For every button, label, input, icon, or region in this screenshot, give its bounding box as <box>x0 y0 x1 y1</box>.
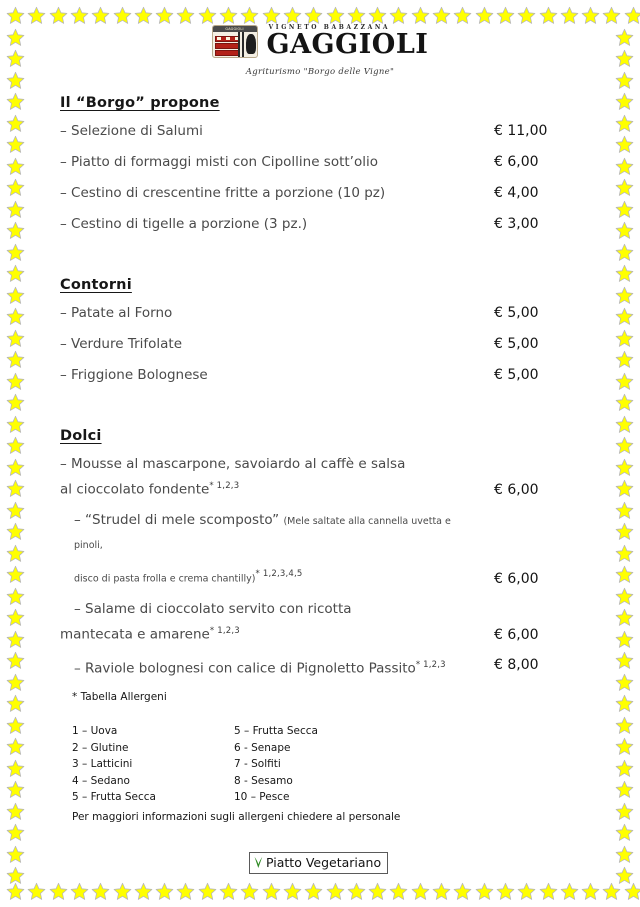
menu-item-row <box>60 509 580 591</box>
allergen-entry: 8 - Sesamo <box>234 774 293 787</box>
crest-figure-icon <box>246 34 256 54</box>
menu-section-contorni <box>60 274 580 387</box>
menu-item-label <box>60 453 488 501</box>
menu-item-label <box>60 598 488 646</box>
menu-item-line2 <box>60 475 478 501</box>
menu-item-note2: disco di pasta frolla e crema chantilly) <box>74 573 256 584</box>
allergen-entry: 10 – Pesce <box>234 791 290 803</box>
menu-item-label: – Piatto di formaggi misti con Cipolline sott’olio <box>60 154 378 170</box>
menu-item-label: – Cestino di crescentine fritte a porzione (10 pz) <box>60 185 386 201</box>
crest-pips <box>217 37 239 40</box>
allergen-entry: 6 - Senape <box>234 741 291 754</box>
menu-item-line1 <box>74 509 478 557</box>
allergen-note: Per maggiori informazioni sugli allergeni chiedere al personale <box>72 811 401 823</box>
leaf-v-icon <box>254 856 263 869</box>
menu-item-label: – Cestino di tigelle a porzione (3 pz.) <box>60 216 308 232</box>
menu-section-dolci <box>60 425 580 679</box>
brand-kicker: VIGNETO BABAZZANA <box>268 24 391 31</box>
allergen-grid <box>72 725 492 804</box>
allergen-marker: * 1,2,3 <box>209 626 240 636</box>
menu-item-note1: (Mele saltate alla cannella uvetta e pinoli, <box>74 515 451 551</box>
menu-item-row <box>60 598 580 646</box>
menu-item-row <box>60 213 580 236</box>
menu-item-label: – Patate al Forno <box>60 305 173 321</box>
menu-item-label <box>60 509 488 591</box>
allergen-marker: * 1,2,3 <box>415 659 446 670</box>
section-spacer <box>60 244 580 274</box>
wordmark <box>267 24 429 58</box>
section-spacer <box>60 395 580 425</box>
coat-of-arms-icon <box>212 25 258 58</box>
allergen-table <box>72 691 492 823</box>
menu-item-row <box>60 453 580 501</box>
menu-item-price: € 11,00 <box>494 123 548 139</box>
menu-item-row <box>60 120 580 143</box>
allergen-entry: 7 - Solfiti <box>234 758 281 770</box>
menu-item-line1-text: – “Strudel di mele scomposto” <box>74 511 280 528</box>
brand-name: GAGGIOLI <box>266 29 429 60</box>
menu-item-price: € 6,00 <box>494 626 539 643</box>
allergen-entry: 1 – Uova <box>72 725 118 737</box>
allergen-entry: 5 – Frutta Secca <box>234 725 318 737</box>
menu-item-label: – Friggione Bolognese <box>60 367 208 383</box>
menu-item-row <box>60 151 580 174</box>
menu-item-label <box>60 654 488 680</box>
allergen-marker: * 1,2,3 <box>209 481 240 491</box>
menu-item-line1: – Mousse al mascarpone, savoiardo al caffè e salsa <box>60 456 406 472</box>
allergen-marker: * 1,2,3,4,5 <box>255 568 303 579</box>
menu-item-price: € 8,00 <box>494 656 539 673</box>
menu-item-price: € 5,00 <box>494 305 539 321</box>
vegetarian-badge <box>249 852 388 874</box>
menu-item-price: € 6,00 <box>494 571 539 587</box>
menu-item-row <box>60 654 580 680</box>
menu-item-price: € 6,00 <box>494 481 539 498</box>
allergen-entry: 3 – Latticini <box>72 758 133 770</box>
menu-item-line2-text: al cioccolato fondente <box>60 481 210 498</box>
section-heading: Contorni <box>60 277 132 293</box>
menu-item-label: – Verdure Trifolate <box>60 336 183 352</box>
menu-item-line2-text: mantecata e amarene <box>60 626 210 643</box>
vegetarian-badge-label: Piatto Vegetariano <box>266 855 382 870</box>
menu-item-row <box>60 364 580 387</box>
menu-item-label: – Selezione di Salumi <box>60 123 203 139</box>
section-heading: Dolci <box>60 428 102 444</box>
crest-banner-text: GAGGIOLI <box>213 26 257 32</box>
section-heading: Il “Borgo” propone <box>60 95 220 111</box>
crest-stripes <box>238 32 245 57</box>
allergen-entry: 5 – Frutta Secca <box>72 791 156 803</box>
menu-sections <box>60 92 580 687</box>
restaurant-masthead <box>0 24 640 62</box>
allergen-entry: 4 – Sedano <box>72 774 130 787</box>
menu-item-line2 <box>60 620 478 646</box>
logo-lockup <box>212 24 429 58</box>
allergen-entry: 2 – Glutine <box>72 741 129 754</box>
menu-item-row <box>60 182 580 205</box>
menu-section-borgo <box>60 92 580 236</box>
menu-item-price: € 4,00 <box>494 185 539 201</box>
menu-item-line1-text: – Raviole bolognesi con calice di Pignoletto Passito <box>74 660 416 676</box>
menu-item-line2 <box>74 563 478 591</box>
allergen-table-title: * Tabella Allergeni <box>72 691 167 703</box>
menu-item-price: € 5,00 <box>494 367 539 383</box>
menu-item-line1: – Salame di cioccolato servito con ricotta <box>74 601 352 617</box>
menu-item-row <box>60 302 580 325</box>
menu-item-row <box>60 333 580 356</box>
brand-tagline: Agriturismo "Borgo delle Vigne" <box>245 67 395 77</box>
menu-item-price: € 5,00 <box>494 336 539 352</box>
menu-item-price: € 3,00 <box>494 216 539 232</box>
menu-item-price: € 6,00 <box>494 154 539 170</box>
